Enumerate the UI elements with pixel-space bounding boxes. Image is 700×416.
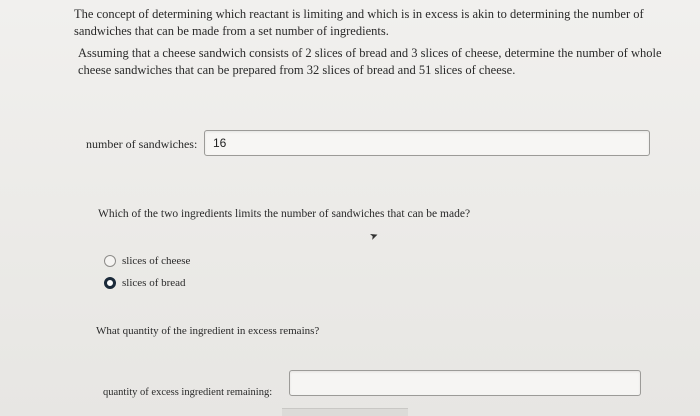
sandwich-count-input[interactable]: 16 — [204, 130, 650, 156]
limiting-ingredient-options — [104, 250, 190, 294]
problem-paragraph: Assuming that a cheese sandwich consists of 2 slices of bread and 3 slices of cheese, determine the number of whole cheese sandwiches that can be prepared from 32 slices of bread and 51 slices of cheese. — [78, 46, 662, 77]
next-section-edge — [282, 408, 408, 416]
excess-quantity-input[interactable] — [289, 370, 641, 396]
mouse-cursor-icon: ➤ — [368, 229, 381, 244]
intro-paragraph: The concept of determining which reactant is limiting and which is in excess is akin to determining the number of sandwiches that can be made from a set number of ingredients. — [74, 7, 644, 38]
excess-quantity-question: What quantity of the ingredient in excess remains? — [96, 325, 320, 337]
option-slices-of-cheese[interactable] — [104, 250, 190, 272]
option-label: slices of cheese — [122, 255, 191, 267]
option-slices-of-bread[interactable] — [104, 272, 190, 294]
radio-unselected-icon[interactable] — [104, 255, 116, 267]
sandwich-count-row — [86, 130, 227, 158]
sandwich-count-label: number of sandwiches: — [86, 136, 198, 151]
radio-selected-icon[interactable] — [104, 277, 116, 289]
limiting-ingredient-question: Which of the two ingredients limits the number of sandwiches that can be made? — [98, 208, 471, 220]
excess-quantity-label: quantity of excess ingredient remaining: — [103, 387, 273, 398]
problem-statement — [74, 6, 674, 79]
option-label: slices of bread — [122, 277, 186, 289]
